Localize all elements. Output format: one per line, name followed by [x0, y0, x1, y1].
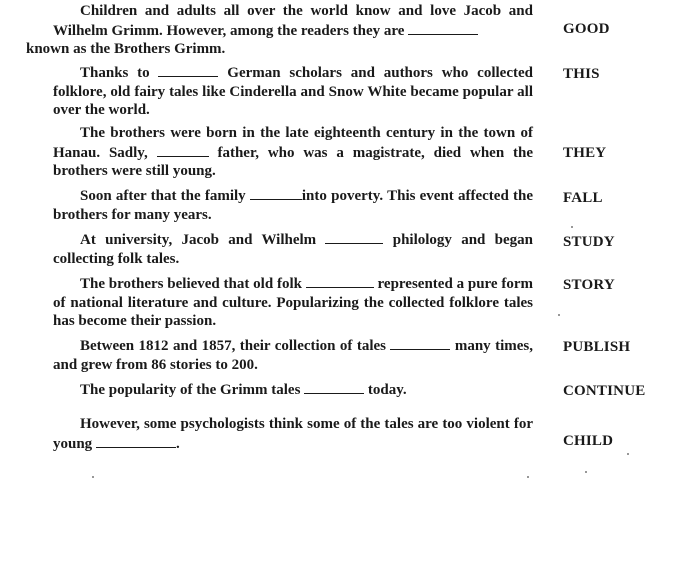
- paragraph-fall: [53, 186, 533, 224]
- paragraph-study: [53, 230, 533, 268]
- answer-gap-publish[interactable]: [390, 336, 450, 350]
- paragraph-intro: [26, 2, 533, 59]
- scan-speck: [558, 314, 560, 316]
- keyword-publish: PUBLISH: [563, 339, 631, 355]
- scan-speck: [527, 476, 529, 478]
- text-before: However, some psychologists think some of the tales are too violent for young: [53, 416, 533, 452]
- text-before: The brothers were born in the late eighteenth century in the town of Hanau. Sadly,: [53, 125, 533, 161]
- answer-gap-child[interactable]: [96, 434, 176, 448]
- answer-gap-good[interactable]: [408, 21, 478, 35]
- keyword-story: STORY: [563, 277, 615, 293]
- answer-gap-this[interactable]: [158, 63, 218, 77]
- scan-speck: [627, 453, 629, 455]
- keyword-this: THIS: [563, 66, 600, 82]
- keyword-fall: FALL: [563, 190, 603, 206]
- keyword-they: THEY: [563, 145, 607, 161]
- text-before: Thanks to: [80, 65, 150, 81]
- answer-gap-story[interactable]: [306, 274, 374, 288]
- paragraph-story: [53, 274, 533, 331]
- answer-gap-fall[interactable]: [250, 186, 302, 200]
- keyword-continue: CONTINUE: [563, 383, 646, 399]
- keyword-study: STUDY: [563, 234, 615, 250]
- text-after: today.: [367, 382, 407, 398]
- text-after: philology and began collecting folk tales.: [53, 232, 534, 267]
- text-before: The brothers believed that old folk: [80, 276, 302, 292]
- text-before: Between 1812 and 1857, their collection of tales: [80, 338, 386, 354]
- text-after: many times, and grew from 86 stories to 200.: [53, 338, 533, 373]
- text-after: German scholars and authors who collected folklore, old fairy tales like Cinderella and Snow White became popular all over the world.: [53, 65, 533, 118]
- scan-speck: [571, 226, 573, 228]
- text-after: into poverty. This event affected the brothers for many years.: [53, 188, 534, 223]
- text-after: represented a pure form of national literature and culture. Popularizing the collected folklore tales has become their passion.: [53, 276, 534, 329]
- scan-speck: [92, 476, 94, 478]
- intro-text-start: Children and adults all over the world know and love Jacob and Wilhelm Grimm. However, among the readers they are: [53, 3, 533, 39]
- text-before: The popularity of the Grimm tales: [80, 382, 301, 398]
- paragraph-this: [53, 63, 533, 120]
- paragraph-continue: [53, 380, 533, 400]
- text-before: Soon after that the family: [80, 188, 246, 204]
- paragraph-they: [53, 124, 533, 181]
- paragraph-child: [53, 415, 533, 453]
- answer-gap-continue[interactable]: [304, 380, 364, 394]
- answer-gap-study[interactable]: [325, 230, 383, 244]
- keyword-good: GOOD: [563, 21, 610, 37]
- text-before: At university, Jacob and Wilhelm: [80, 232, 317, 248]
- answer-gap-they[interactable]: [157, 143, 209, 157]
- scan-speck: [585, 471, 587, 473]
- paragraph-intro-text: [26, 2, 533, 59]
- text-after: .: [175, 435, 180, 452]
- text-after: father, who was a magistrate, died when the brothers were still young.: [53, 144, 534, 179]
- intro-text-end: known as the Brothers Grimm.: [26, 41, 226, 57]
- paragraph-publish: [53, 336, 533, 374]
- keyword-child: CHILD: [563, 433, 614, 449]
